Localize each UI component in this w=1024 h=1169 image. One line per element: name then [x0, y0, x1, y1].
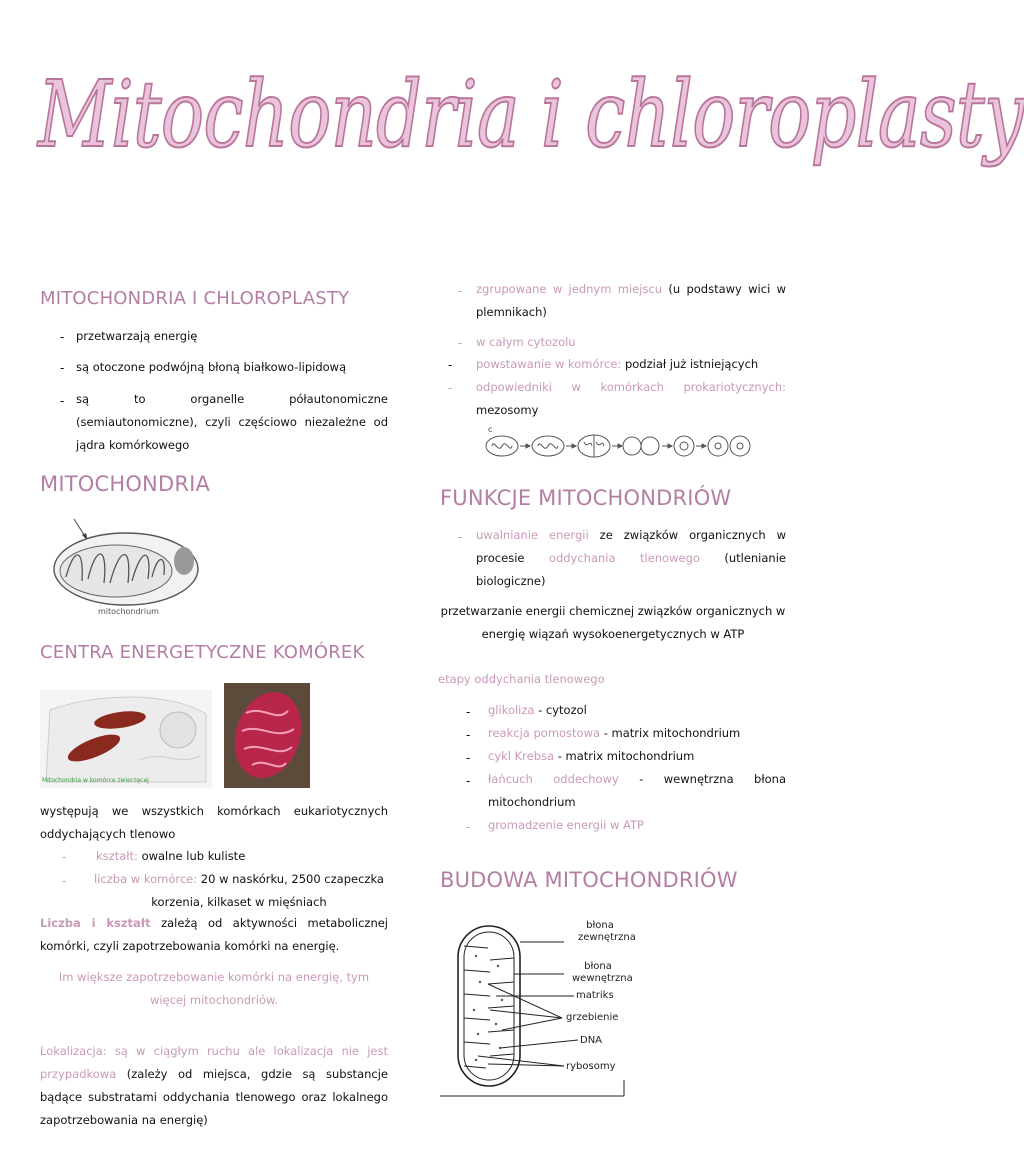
aerobic-label: oddychania tlenowego — [548, 551, 700, 565]
bullet-dash: - — [466, 751, 471, 765]
bullet-dash: - — [458, 530, 463, 544]
list-item: są to organelle półautonomiczne (semiautonomiczne), czyli częściowo niezależne od jądra komórkowego — [76, 392, 388, 452]
count-value: 20 w naskórku, 2500 czapeczka korzenia, kilkaset w mięśniach — [151, 872, 384, 909]
bullet-dash: - — [466, 728, 471, 742]
release-label: uwalnianie energii — [476, 528, 589, 542]
shape-label: kształt: — [96, 849, 138, 863]
mitochondrion-division-diagram — [484, 432, 754, 460]
mitochondrion-structure-diagram — [440, 920, 640, 1100]
label-inner-membrane — [572, 961, 633, 985]
stage-item: glikoliza - cytozol — [488, 703, 587, 717]
stage-item: gromadzenie energii w ATP — [488, 818, 644, 832]
grouped-line — [476, 278, 786, 324]
release-energy-text — [476, 524, 786, 593]
count-line — [90, 868, 388, 914]
depend-body: zależą od aktywności metabolicznej komórki, czyli zapotrzebowania komórki na energię. — [40, 916, 389, 953]
bullet-dash: - — [62, 850, 67, 864]
equivalents-label: odpowiedniki w komórkach prokariotycznych: — [476, 380, 786, 394]
stages-label: etapy oddychania tlenowego — [438, 672, 605, 686]
grouped-label: zgrupowane w jednym miejscu — [476, 282, 663, 296]
heading-mitochondria: MITOCHONDRIA — [40, 472, 211, 496]
cell-diagram-caption: Mitochondria w komórce zwierzęcej — [42, 777, 149, 784]
bullet-dash: - — [458, 284, 463, 298]
bullet-dash: - — [448, 381, 453, 395]
heading-functions: FUNKCJE MITOCHONDRIÓW — [440, 486, 732, 510]
grouped-text: (u podstawy wici w plemnikach) — [476, 282, 786, 319]
label-dna: DNA — [580, 1035, 603, 1046]
label-inner-2: wewnętrzna — [572, 973, 633, 984]
label-outer-1: błona — [586, 920, 614, 931]
shape-value: owalne lub kuliste — [141, 849, 246, 863]
formation-label: powstawanie w komórce: — [476, 357, 622, 371]
location-body: (zależy od miejsca, gdzie są substancje bądące substratami oddychania tlenowego oraz lokalnego zapotrzebowania na energię) — [40, 1067, 388, 1127]
stage-name: łańcuch oddechowy — [488, 772, 619, 786]
label-matrix: matriks — [576, 990, 614, 1001]
stage-item: cykl Krebsa - matrix mitochondrium — [488, 749, 695, 763]
list-item: przetwarzają energię — [76, 329, 198, 343]
release-text-2: (utlenianie biologiczne) — [476, 551, 786, 588]
division-letter: c — [488, 425, 493, 434]
mitochondrion-caption: mitochondrium — [98, 607, 159, 616]
location-label: Lokalizacja: są w ciągłym ruchu ale lokalizacja nie jest przypadkowa — [40, 1044, 388, 1081]
stage-name: reakcja pomostowa — [488, 726, 601, 740]
bullet-dash: - — [60, 394, 65, 408]
count-label: liczba w komórce: — [94, 872, 198, 886]
equivalents-line — [476, 376, 786, 422]
bullet-dash: - — [60, 361, 65, 375]
stage-place: matrix mitochondrium — [565, 749, 695, 763]
bullet-dash: - — [448, 358, 453, 372]
stage-item: łańcuch oddechowy - wewnętrzna błona mitochondrium — [488, 772, 786, 809]
more-need-text: Im większe zapotrzebowanie komórki na energię, tym więcej mitochondriów. — [58, 970, 370, 1007]
formation-line — [476, 353, 786, 376]
heading-structure: BUDOWA MITOCHONDRIÓW — [440, 868, 738, 892]
depend-label: Liczba i kształt — [40, 916, 151, 930]
bullet-dash: - — [458, 336, 463, 350]
stage-place: matrix mitochondrium — [611, 726, 741, 740]
label-ribosomes: rybosomy — [566, 1061, 616, 1072]
bullet-dash: - — [466, 705, 471, 719]
cytosol-line: w całym cytozolu — [476, 335, 576, 349]
depend-text — [40, 912, 388, 958]
shape-line — [96, 845, 388, 868]
release-text: ze związków organicznych w procesie — [476, 528, 786, 565]
page-title: Mitochondria i chloroplasty — [38, 61, 1024, 168]
formation-text: podział już istniejących — [624, 357, 759, 371]
list-item: są otoczone podwójną błoną białkowo-lipidową — [76, 360, 347, 374]
bullet-dash: - — [466, 820, 471, 834]
label-outer-membrane — [578, 920, 636, 944]
bullet-dash: - — [466, 774, 471, 788]
label-cristae: grzebienie — [566, 1012, 619, 1023]
equivalents-text: mezosomy — [476, 403, 539, 417]
stage-item: reakcja pomostowa - matrix mitochondrium — [488, 726, 741, 740]
bullet-dash: - — [60, 330, 65, 344]
heading-energy-centers: CENTRA ENERGETYCZNE KOMÓREK — [40, 642, 365, 663]
bullet-dash: - — [62, 874, 67, 888]
location-text — [40, 1040, 388, 1132]
stage-name: cykl Krebsa — [488, 749, 555, 763]
conversion-text: przetwarzanie energii chemicznej związków organicznych w energię wiązań wysokoenergetycznych w ATP — [440, 604, 786, 641]
stage-place: cytozol — [545, 703, 587, 717]
mitochondrion-micrograph — [224, 683, 310, 788]
label-outer-2: zewnętrzna — [578, 932, 636, 943]
stage-place: wewnętrzna błona mitochondrium — [488, 772, 786, 809]
heading-mito-chloro: MITOCHONDRIA I CHLOROPLASTY — [40, 288, 350, 309]
cell-diagram — [40, 690, 212, 788]
occurrence-text: występują we wszystkich komórkach eukariotycznych oddychających tlenowo — [40, 804, 388, 841]
label-inner-1: błona — [584, 961, 612, 972]
stage-name: glikoliza — [488, 703, 535, 717]
